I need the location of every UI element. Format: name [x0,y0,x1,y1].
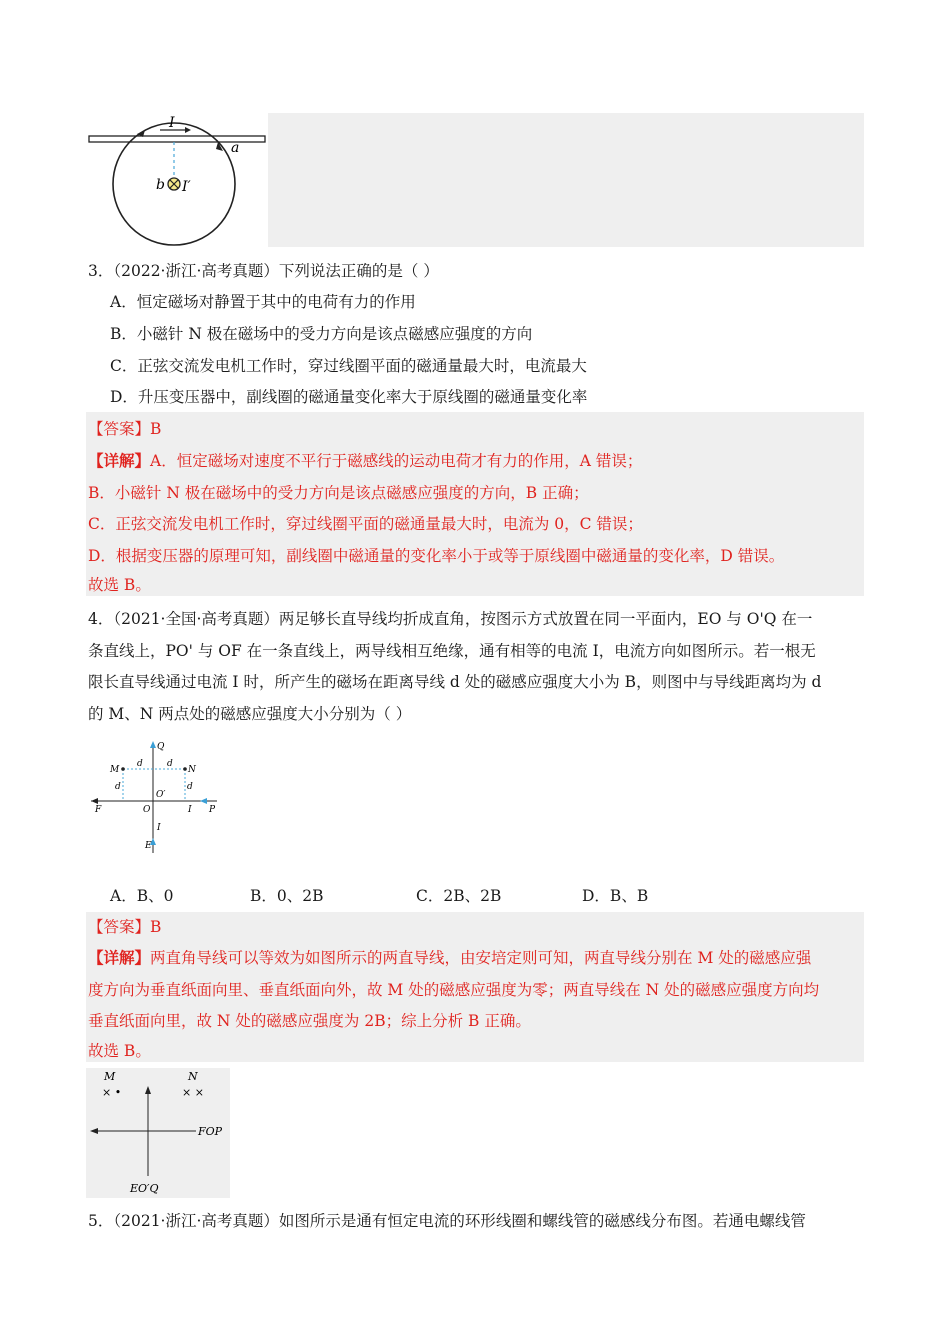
marks-M: × • [102,1086,122,1099]
svg-text:F: F [95,805,102,815]
q4-option-a: A．B、0 [110,887,174,905]
q3-detail-line-3: C．正弦交流发电机工作时，穿过线圈平面的磁通量最大时，电流为 0，C 错误； [88,515,643,533]
label-a: a [231,140,240,156]
q3-detail-line-2: B．小磁针 N 极在磁场中的受力方向是该点磁感应强度的方向，B 正确； [88,484,589,502]
svg-text:E: E [145,841,152,851]
q4-stem-line-4: 的 M、N 两点处的磁感应强度大小分别为（ ） [88,705,412,723]
q4-detail-tag: 【详解】 [88,948,151,967]
label-EOQ: EO′Q [130,1182,159,1195]
figure-ring-wire [85,112,270,260]
figure-right-angle-wires [85,735,225,860]
current-arrowhead [185,127,191,133]
svg-text:N: N [188,765,196,775]
svg-text:d: d [137,759,143,769]
q4-detail-line-3: 垂直纸面向里，故 N 处的磁感应强度为 2B；综上分析 B 正确。 [88,1012,531,1030]
point-M [121,767,125,771]
arrow-P-icon [200,798,207,804]
q3-stem: 3．（2022·浙江·高考真题）下列说法正确的是（ ） [88,262,439,280]
label-I: I [169,115,175,131]
q4-stem-line-1: 4．（2021·全国·高考真题）两足够长直导线均折成直角，按图示方式放置在同一平面内，EO 与 O'Q 在一 [88,610,813,628]
q4-option-d: D．B、B [582,887,649,905]
figure-equivalent-wires [86,1068,230,1198]
q4-conclusion: 故选 B。 [88,1042,151,1060]
q4-detail-line-2: 度方向为垂直纸面向里、垂直纸面向外，故 M 处的磁感应强度为零；两直导线在 N 处的磁感应强度方向均 [88,981,820,999]
label-b: b [156,177,165,193]
point-N [183,767,187,771]
q5-stem: 5．（2021·浙江·高考真题）如图所示是通有恒定电流的环形线圈和螺线管的磁感线分布图。若通电螺线管 [88,1212,806,1230]
q4-answer: 【答案】B [88,918,162,936]
arrow-F-icon [91,798,98,804]
q4-stem-line-3: 限长直导线通过电流 I 时，所产生的磁场在距离导线 d 处的磁感应强度大小为 B，则图中与导线距离均为 d [88,673,822,691]
q3-answer: 【答案】B [88,420,162,438]
arrow-left-icon [90,1128,98,1134]
svg-text:Q: Q [157,742,165,752]
svg-text:I: I [188,805,192,815]
q4-stem-line-2: 条直线上，PO' 与 OF 在一条直线上，两导线相互绝缘，通有相等的电流 I，电流方向如图所示。若一根无 [88,642,816,660]
svg-text:d: d [167,759,173,769]
label-M: M [104,1070,116,1083]
q3-detail-line-1 [88,450,642,472]
label-FOP: FOP [198,1125,223,1138]
svg-text:M: M [110,765,120,775]
q3-conclusion: 故选 B。 [88,576,151,594]
answer-shading-block [268,113,864,247]
svg-text:d: d [115,782,121,792]
q4-detail-line-1 [88,947,811,969]
q3-answer-block [86,412,864,596]
label-I-prime: I′ [182,179,191,195]
arrow-up-icon [145,1086,151,1094]
q3-detail-tag: 【详解】 [88,451,151,470]
label-N: N [188,1070,198,1083]
marks-N: × × [182,1086,204,1099]
svg-text:O: O [143,805,151,815]
q4-option-c: C．2B、2B [416,887,502,905]
q3-detail-text-1: A．恒定磁场对速度不平行于磁感线的运动电荷才有力的作用，A 错误； [150,452,643,470]
q3-option-b: B．小磁针 N 极在磁场中的受力方向是该点磁感应强度的方向 [110,325,533,343]
q4-detail-text-1: 两直角导线可以等效为如图所示的两直导线，由安培定则可知，两直导线分别在 M 处的磁感应强 [150,949,812,967]
svg-text:d: d [187,782,193,792]
q4-option-b: B．0、2B [250,887,324,905]
q3-option-d: D．升压变压器中，副线圈的磁通量变化率大于原线圈的磁通量变化率 [110,388,588,406]
q3-option-c: C．正弦交流发电机工作时，穿过线圈平面的磁通量最大时，电流最大 [110,357,587,375]
svg-text:O′: O′ [156,790,166,800]
svg-text:I: I [157,823,161,833]
q3-detail-line-4: D．根据变压器的原理可知，副线圈中磁通量的变化率小于或等于原线圈中磁通量的变化率，D 错误。 [88,547,785,565]
svg-text:P: P [209,805,216,815]
arrow-Q-icon [150,741,156,748]
q3-option-a: A．恒定磁场对静置于其中的电荷有力的作用 [110,293,416,311]
